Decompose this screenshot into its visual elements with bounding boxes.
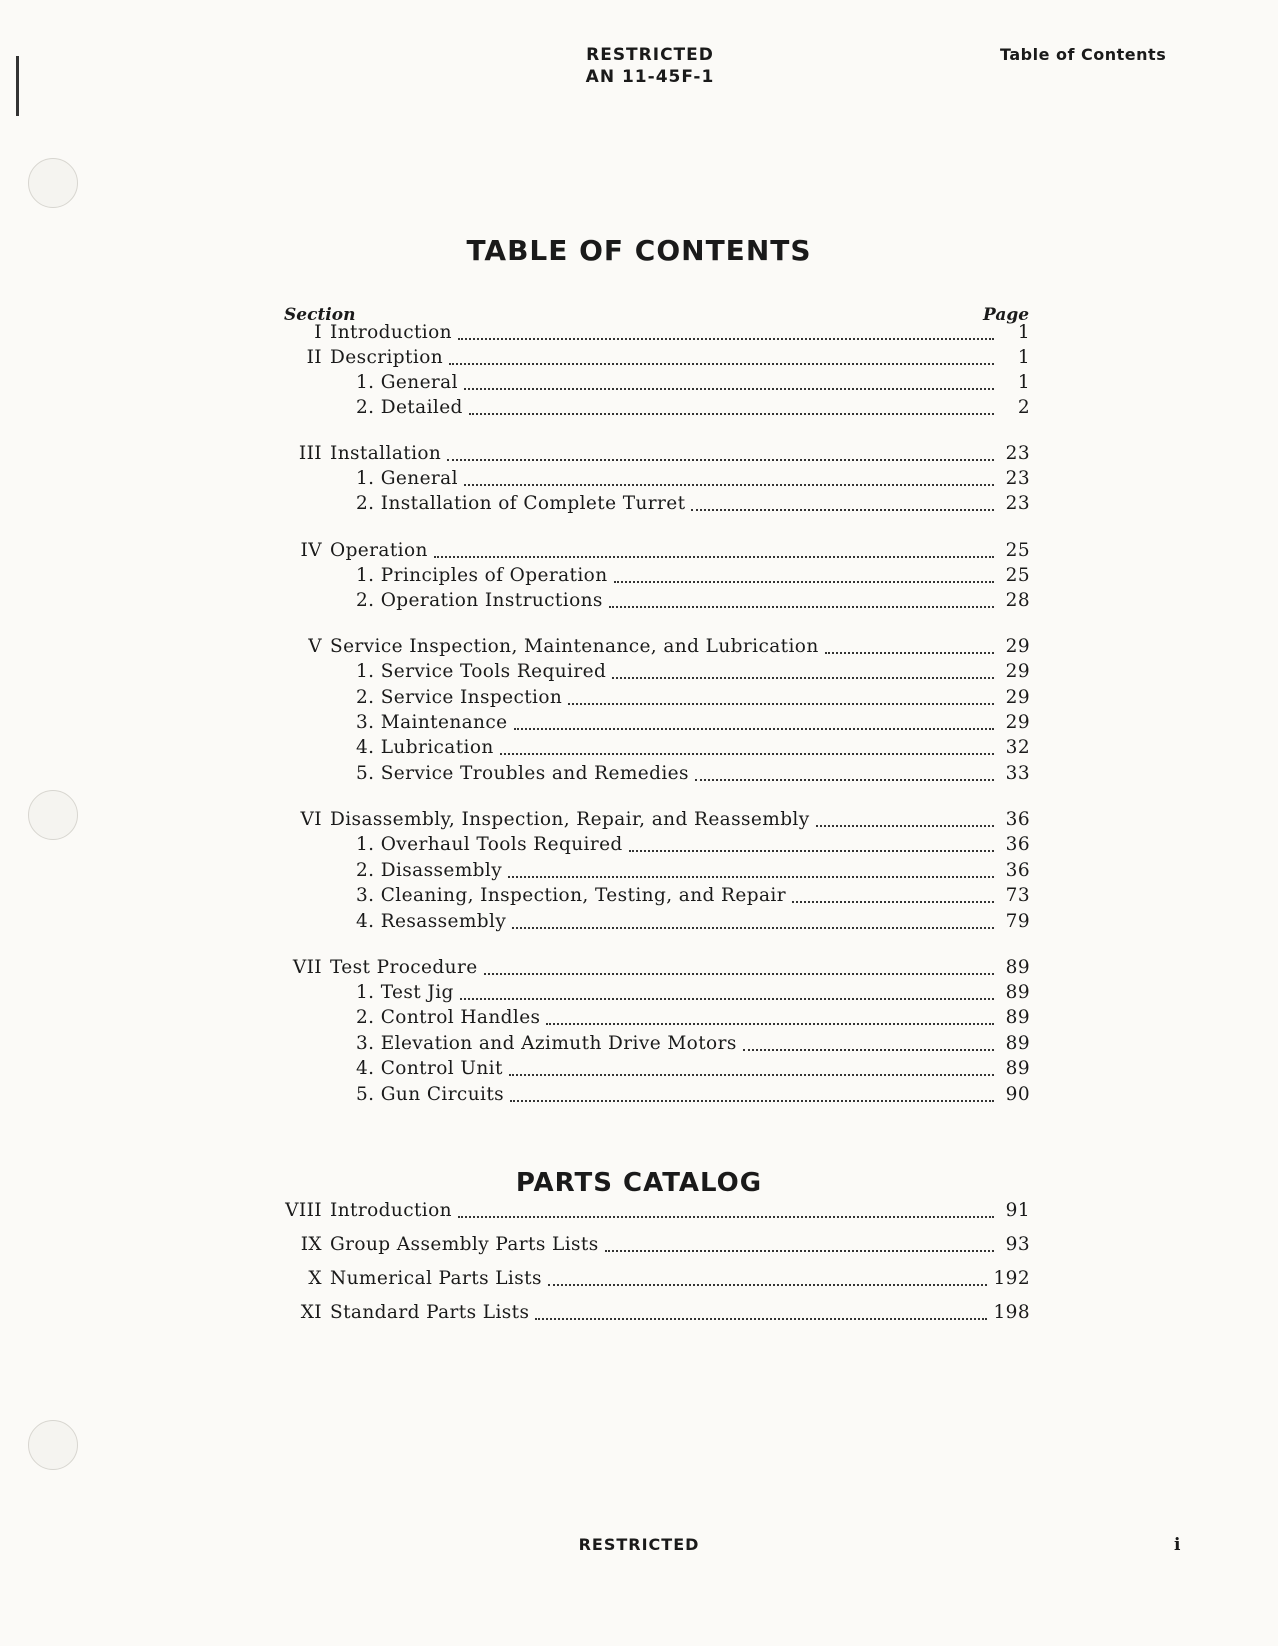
entry-title: Group Assembly Parts Lists bbox=[330, 1234, 599, 1255]
page-number: 36 bbox=[1005, 834, 1030, 855]
page-number: 91 bbox=[1005, 1200, 1030, 1221]
entry-title: Description bbox=[330, 347, 444, 368]
section-column-heading: Section bbox=[284, 305, 356, 325]
entry-title: 3. Cleaning, Inspection, Testing, and Repair bbox=[356, 885, 786, 906]
dot-leader bbox=[469, 413, 994, 415]
dot-leader bbox=[500, 753, 994, 755]
section-number: I bbox=[314, 322, 322, 343]
toc-entry bbox=[270, 809, 1030, 833]
binder-hole-middle bbox=[28, 790, 78, 840]
page-number: 93 bbox=[1005, 1234, 1030, 1255]
toc-entry bbox=[270, 443, 1030, 467]
entry-title: Numerical Parts Lists bbox=[330, 1268, 542, 1289]
toc-entry bbox=[270, 468, 1030, 492]
dot-leader bbox=[464, 388, 994, 390]
dot-leader bbox=[695, 779, 994, 781]
page-number: 1 bbox=[1017, 322, 1030, 343]
entry-title: 2. Service Inspection bbox=[356, 687, 563, 708]
page-number: 36 bbox=[1005, 809, 1030, 830]
page-number: 23 bbox=[1005, 493, 1030, 514]
entry-title: 2. Operation Instructions bbox=[356, 590, 603, 611]
dot-leader bbox=[508, 876, 994, 878]
toc-entry bbox=[270, 565, 1030, 589]
toc-entry bbox=[270, 1302, 1030, 1326]
section-number: IX bbox=[300, 1234, 322, 1255]
document-number: AN 11-45F-1 bbox=[585, 67, 715, 87]
toc-entry bbox=[270, 860, 1030, 884]
toc-entry bbox=[270, 636, 1030, 660]
classification-header: RESTRICTED bbox=[586, 45, 714, 65]
page-number: 1 bbox=[1017, 372, 1030, 393]
entry-title: 3. Maintenance bbox=[356, 712, 508, 733]
toc-entry bbox=[270, 1033, 1030, 1057]
page-number: 25 bbox=[1005, 565, 1030, 586]
page-number: 73 bbox=[1005, 885, 1030, 906]
section-number: VIII bbox=[285, 1200, 322, 1221]
entry-title: 1. Principles of Operation bbox=[356, 565, 608, 586]
toc-entry bbox=[270, 1084, 1030, 1108]
toc-entry bbox=[270, 712, 1030, 736]
toc-entry bbox=[270, 661, 1030, 685]
entry-title: 1. Overhaul Tools Required bbox=[356, 834, 623, 855]
dot-leader bbox=[605, 1250, 994, 1252]
toc-entry bbox=[270, 1200, 1030, 1224]
dot-leader bbox=[535, 1318, 987, 1320]
page-number: 192 bbox=[993, 1268, 1030, 1289]
page-number: 198 bbox=[993, 1302, 1030, 1323]
dot-leader bbox=[460, 998, 994, 1000]
entry-title: Introduction bbox=[330, 322, 452, 343]
page-number: 79 bbox=[1005, 911, 1030, 932]
entry-title: 5. Gun Circuits bbox=[356, 1084, 505, 1105]
page-number: 1 bbox=[1017, 347, 1030, 368]
binder-hole-bottom bbox=[28, 1420, 78, 1470]
page-number: 89 bbox=[1005, 1058, 1030, 1079]
dot-leader bbox=[609, 606, 994, 608]
toc-entry bbox=[270, 590, 1030, 614]
toc-title: TABLE OF CONTENTS bbox=[466, 234, 812, 267]
section-number: III bbox=[298, 443, 322, 464]
toc-entry bbox=[270, 737, 1030, 761]
page-number: 89 bbox=[1005, 957, 1030, 978]
entry-title: 2. Disassembly bbox=[356, 860, 503, 881]
toc-entry bbox=[270, 322, 1030, 346]
dot-leader bbox=[512, 927, 994, 929]
section-number: V bbox=[308, 636, 322, 657]
entry-title: 4. Resassembly bbox=[356, 911, 507, 932]
dot-leader bbox=[792, 901, 994, 903]
toc-entry bbox=[270, 1234, 1030, 1258]
dot-leader bbox=[514, 728, 995, 730]
dot-leader bbox=[568, 703, 994, 705]
entry-title: Installation bbox=[330, 443, 442, 464]
entry-title: 2. Detailed bbox=[356, 397, 463, 418]
parts-catalog-title: PARTS CATALOG bbox=[515, 1168, 763, 1198]
page-number: 28 bbox=[1005, 590, 1030, 611]
entry-title: Test Procedure bbox=[330, 957, 478, 978]
page-number: 89 bbox=[1005, 1033, 1030, 1054]
toc-entry bbox=[270, 911, 1030, 935]
entry-title: Service Inspection, Maintenance, and Lubrication bbox=[330, 636, 819, 657]
toc-entry bbox=[270, 834, 1030, 858]
section-number: IV bbox=[300, 540, 322, 561]
binder-hole-top bbox=[28, 158, 78, 208]
page-number: 32 bbox=[1005, 737, 1030, 758]
page-number: 25 bbox=[1005, 540, 1030, 561]
dot-leader bbox=[464, 484, 994, 486]
dot-leader bbox=[691, 509, 994, 511]
dot-leader bbox=[458, 1216, 994, 1218]
toc-entry bbox=[270, 372, 1030, 396]
page-number: 89 bbox=[1005, 1007, 1030, 1028]
section-number: X bbox=[308, 1268, 322, 1289]
entry-title: 1. General bbox=[356, 468, 458, 489]
page-number: 23 bbox=[1005, 468, 1030, 489]
dot-leader bbox=[614, 581, 994, 583]
dot-leader bbox=[484, 973, 994, 975]
entry-title: 1. General bbox=[356, 372, 458, 393]
page-number: 29 bbox=[1005, 661, 1030, 682]
dot-leader bbox=[434, 556, 994, 558]
dot-leader bbox=[743, 1049, 994, 1051]
page-number: 89 bbox=[1005, 982, 1030, 1003]
classification-footer: RESTRICTED bbox=[578, 1535, 700, 1554]
page-number: 2 bbox=[1017, 397, 1030, 418]
entry-title: 2. Control Handles bbox=[356, 1007, 541, 1028]
toc-entry bbox=[270, 1268, 1030, 1292]
toc-entry bbox=[270, 347, 1030, 371]
dot-leader bbox=[816, 825, 994, 827]
page-edge-mark bbox=[16, 56, 19, 116]
toc-entry bbox=[270, 397, 1030, 421]
entry-title: 1. Service Tools Required bbox=[356, 661, 607, 682]
dot-leader bbox=[510, 1100, 994, 1102]
entry-title: 1. Test Jig bbox=[356, 982, 454, 1003]
entry-title: 4. Lubrication bbox=[356, 737, 494, 758]
dot-leader bbox=[546, 1023, 994, 1025]
page-number: 29 bbox=[1005, 636, 1030, 657]
entry-title: 5. Service Troubles and Remedies bbox=[356, 763, 689, 784]
dot-leader bbox=[458, 338, 994, 340]
page-number: 23 bbox=[1005, 443, 1030, 464]
entry-title: Operation bbox=[330, 540, 428, 561]
toc-entry bbox=[270, 540, 1030, 564]
dot-leader bbox=[629, 850, 994, 852]
dot-leader bbox=[612, 677, 994, 679]
dot-leader bbox=[825, 652, 994, 654]
dot-leader bbox=[548, 1284, 988, 1286]
toc-entry bbox=[270, 1007, 1030, 1031]
toc-entry bbox=[270, 493, 1030, 517]
entry-title: Disassembly, Inspection, Repair, and Reassembly bbox=[330, 809, 810, 830]
section-number: VI bbox=[300, 809, 322, 830]
toc-entry bbox=[270, 1058, 1030, 1082]
page-number: 33 bbox=[1005, 763, 1030, 784]
section-number: II bbox=[306, 347, 322, 368]
toc-entry bbox=[270, 763, 1030, 787]
toc-entry bbox=[270, 885, 1030, 909]
toc-entry bbox=[270, 687, 1030, 711]
dot-leader bbox=[509, 1074, 994, 1076]
section-number: XI bbox=[300, 1302, 322, 1323]
page-folio: i bbox=[1174, 1535, 1181, 1555]
toc-entry bbox=[270, 982, 1030, 1006]
entry-title: 3. Elevation and Azimuth Drive Motors bbox=[356, 1033, 737, 1054]
entry-title: Introduction bbox=[330, 1200, 452, 1221]
entry-title: 4. Control Unit bbox=[356, 1058, 503, 1079]
page-number: 90 bbox=[1005, 1084, 1030, 1105]
section-number: VII bbox=[292, 957, 322, 978]
dot-leader bbox=[447, 459, 994, 461]
page-number: 29 bbox=[1005, 712, 1030, 733]
dot-leader bbox=[449, 363, 994, 365]
entry-title: 2. Installation of Complete Turret bbox=[356, 493, 686, 514]
page-number: 29 bbox=[1005, 687, 1030, 708]
page-header bbox=[560, 44, 740, 88]
entry-title: Standard Parts Lists bbox=[330, 1302, 530, 1323]
toc-entry bbox=[270, 957, 1030, 981]
page-column-heading: Page bbox=[983, 305, 1030, 325]
section-label: Table of Contents bbox=[1000, 45, 1167, 64]
page-number: 36 bbox=[1005, 860, 1030, 881]
